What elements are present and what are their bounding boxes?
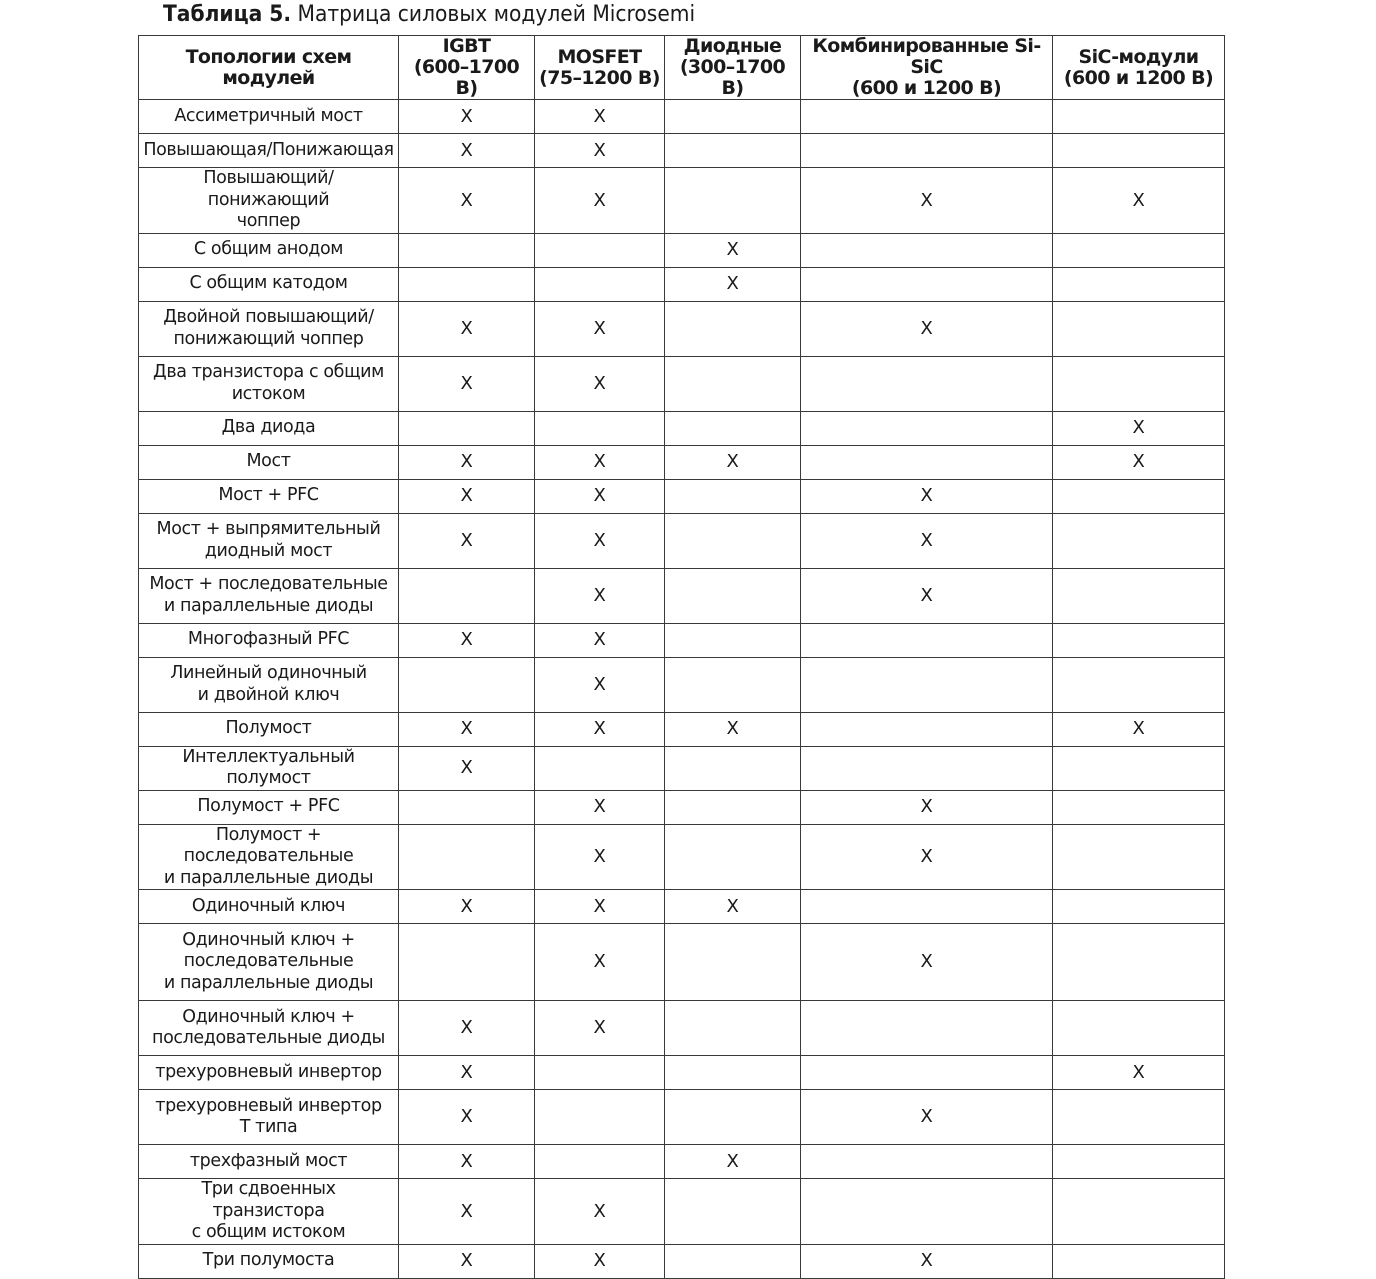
cell-sic: [1053, 479, 1225, 513]
table-row: [139, 479, 1225, 513]
cell-sic: [1053, 100, 1225, 134]
table-row: [139, 1179, 1225, 1245]
table-row: [139, 824, 1225, 890]
cell-diode: [665, 1056, 801, 1090]
cell-mosfet: X: [535, 168, 665, 234]
cell-mosfet: X: [535, 1244, 665, 1278]
cell-mosfet: X: [535, 134, 665, 168]
cell-si-sic: [801, 712, 1053, 746]
topology-cell: [139, 924, 399, 1001]
cell-diode: [665, 301, 801, 356]
column-header-igbt: IGBT (600–1700 В): [399, 36, 535, 100]
cell-sic: [1053, 1179, 1225, 1245]
topology-cell: [139, 712, 399, 746]
cell-si-sic: [801, 1179, 1053, 1245]
column-header-sic: SiC-модули (600 и 1200 В): [1053, 36, 1225, 100]
topology-cell: [139, 479, 399, 513]
cell-diode: [665, 623, 801, 657]
cell-igbt: [399, 568, 535, 623]
cell-sic: X: [1053, 445, 1225, 479]
table-row: [139, 790, 1225, 824]
table-row: [139, 445, 1225, 479]
cell-igbt: X: [399, 1244, 535, 1278]
cell-igbt: X: [399, 1145, 535, 1179]
topology-label: Два диода: [221, 417, 316, 438]
table-row: [139, 513, 1225, 568]
topology-label: Интеллектуальный полумост: [182, 746, 355, 788]
cell-si-sic: [801, 267, 1053, 301]
topology-cell: [139, 623, 399, 657]
cell-diode: [665, 657, 801, 712]
table-row: [139, 1244, 1225, 1278]
topology-cell: [139, 1090, 399, 1145]
topology-cell: [139, 301, 399, 356]
cell-sic: [1053, 1145, 1225, 1179]
topology-label: Линейный одиночный и двойной ключ: [170, 663, 367, 705]
table-row: [139, 168, 1225, 234]
table-row: [139, 623, 1225, 657]
table-row: [139, 1145, 1225, 1179]
cell-diode: X: [665, 267, 801, 301]
cell-si-sic: X: [801, 568, 1053, 623]
cell-mosfet: X: [535, 712, 665, 746]
cell-igbt: X: [399, 168, 535, 234]
cell-igbt: X: [399, 134, 535, 168]
cell-si-sic: X: [801, 824, 1053, 890]
topology-cell: [139, 790, 399, 824]
cell-si-sic: X: [801, 1090, 1053, 1145]
cell-diode: [665, 1244, 801, 1278]
cell-mosfet: [535, 746, 665, 790]
topology-cell: [139, 134, 399, 168]
cell-si-sic: [801, 1001, 1053, 1056]
table-row: [139, 100, 1225, 134]
cell-igbt: [399, 657, 535, 712]
table-row: [139, 657, 1225, 712]
topology-label: Полумост: [225, 718, 312, 739]
cell-sic: [1053, 356, 1225, 411]
topology-label: Одиночный ключ + последовательные и параллельные диоды: [163, 929, 374, 993]
cell-sic: X: [1053, 712, 1225, 746]
cell-si-sic: X: [801, 168, 1053, 234]
table-row: [139, 1056, 1225, 1090]
cell-sic: [1053, 568, 1225, 623]
cell-si-sic: [801, 890, 1053, 924]
topology-label: Полумост + PFC: [197, 796, 340, 817]
cell-si-sic: [801, 445, 1053, 479]
cell-mosfet: X: [535, 623, 665, 657]
cell-si-sic: [801, 100, 1053, 134]
cell-si-sic: [801, 1056, 1053, 1090]
cell-diode: X: [665, 1145, 801, 1179]
topology-label: Полумост + последовательные и параллельные диоды: [163, 824, 374, 888]
cell-sic: X: [1053, 411, 1225, 445]
table-row: [139, 568, 1225, 623]
topology-label: Мост + последовательные и параллельные диоды: [149, 574, 388, 616]
topology-cell: [139, 568, 399, 623]
topology-label: трехуровневый инвертор Т типа: [155, 1095, 382, 1137]
cell-sic: [1053, 623, 1225, 657]
topology-cell: [139, 233, 399, 267]
table-header-row: [139, 36, 1225, 100]
topology-label: Три полумоста: [202, 1250, 335, 1271]
topology-label: Мост: [246, 451, 291, 472]
cell-sic: [1053, 1001, 1225, 1056]
module-matrix-table: [138, 35, 1225, 1279]
topology-label: Многофазный PFC: [187, 629, 350, 650]
topology-cell: [139, 1001, 399, 1056]
cell-si-sic: X: [801, 479, 1053, 513]
topology-cell: [139, 356, 399, 411]
cell-mosfet: [535, 411, 665, 445]
table-row: [139, 411, 1225, 445]
table-row: [139, 301, 1225, 356]
cell-diode: [665, 479, 801, 513]
cell-sic: [1053, 1090, 1225, 1145]
cell-si-sic: [801, 623, 1053, 657]
cell-si-sic: [801, 746, 1053, 790]
topology-label: С общим катодом: [189, 273, 348, 294]
topology-cell: [139, 168, 399, 234]
cell-si-sic: [801, 411, 1053, 445]
table-caption: [163, 1, 695, 29]
cell-si-sic: [801, 657, 1053, 712]
cell-igbt: X: [399, 513, 535, 568]
cell-diode: [665, 568, 801, 623]
cell-diode: [665, 1090, 801, 1145]
topology-label: Одиночный ключ + последовательные диоды: [152, 1006, 385, 1048]
cell-diode: [665, 924, 801, 1001]
cell-mosfet: X: [535, 356, 665, 411]
table-row: [139, 712, 1225, 746]
cell-si-sic: X: [801, 790, 1053, 824]
cell-mosfet: X: [535, 824, 665, 890]
topology-cell: [139, 267, 399, 301]
cell-diode: X: [665, 712, 801, 746]
topology-cell: [139, 657, 399, 712]
caption-label: Таблица 5.: [163, 2, 292, 27]
cell-sic: [1053, 790, 1225, 824]
cell-diode: [665, 356, 801, 411]
table-body: [139, 100, 1225, 1279]
topology-cell: [139, 100, 399, 134]
topology-cell: [139, 1179, 399, 1245]
cell-sic: [1053, 513, 1225, 568]
cell-diode: [665, 746, 801, 790]
cell-mosfet: X: [535, 1001, 665, 1056]
cell-sic: [1053, 824, 1225, 890]
cell-sic: [1053, 134, 1225, 168]
topology-cell: [139, 445, 399, 479]
topology-cell: [139, 1244, 399, 1278]
cell-sic: [1053, 301, 1225, 356]
topology-label: Одиночный ключ: [191, 895, 346, 916]
topology-cell: [139, 746, 399, 790]
caption-text: Матрица силовых модулей Microsemi: [297, 2, 696, 27]
topology-cell: [139, 1056, 399, 1090]
cell-igbt: [399, 924, 535, 1001]
cell-diode: [665, 824, 801, 890]
cell-igbt: [399, 790, 535, 824]
cell-igbt: X: [399, 301, 535, 356]
cell-diode: [665, 411, 801, 445]
cell-mosfet: X: [535, 301, 665, 356]
column-header-mosfet: MOSFET (75–1200 В): [535, 36, 665, 100]
cell-igbt: [399, 411, 535, 445]
table-row: [139, 1001, 1225, 1056]
cell-mosfet: [535, 1090, 665, 1145]
cell-igbt: X: [399, 1056, 535, 1090]
cell-si-sic: [801, 356, 1053, 411]
cell-si-sic: X: [801, 513, 1053, 568]
topology-label: Ассиметричный мост: [174, 105, 363, 126]
cell-igbt: X: [399, 712, 535, 746]
cell-mosfet: X: [535, 924, 665, 1001]
cell-si-sic: [801, 134, 1053, 168]
cell-diode: [665, 513, 801, 568]
cell-si-sic: X: [801, 1244, 1053, 1278]
cell-mosfet: X: [535, 790, 665, 824]
cell-sic: [1053, 924, 1225, 1001]
cell-mosfet: X: [535, 479, 665, 513]
topology-cell: [139, 824, 399, 890]
cell-diode: [665, 1179, 801, 1245]
table-row: [139, 746, 1225, 790]
topology-label: С общим анодом: [193, 239, 344, 260]
topology-cell: [139, 1145, 399, 1179]
cell-diode: [665, 168, 801, 234]
cell-igbt: [399, 267, 535, 301]
table-row: [139, 233, 1225, 267]
cell-diode: X: [665, 445, 801, 479]
cell-igbt: X: [399, 746, 535, 790]
cell-mosfet: X: [535, 445, 665, 479]
table-row: [139, 267, 1225, 301]
cell-sic: [1053, 657, 1225, 712]
cell-sic: [1053, 746, 1225, 790]
topology-label: Три сдвоенных транзистора с общим истоком: [191, 1179, 346, 1242]
cell-igbt: X: [399, 445, 535, 479]
cell-igbt: X: [399, 623, 535, 657]
cell-diode: [665, 134, 801, 168]
topology-cell: [139, 411, 399, 445]
topology-label: Два транзистора с общим истоком: [153, 362, 384, 404]
cell-mosfet: X: [535, 1179, 665, 1245]
cell-sic: [1053, 1244, 1225, 1278]
topology-label: трехуровневый инвертор: [155, 1061, 382, 1082]
topology-label: Повышающий/ понижающий чоппер: [203, 168, 334, 231]
column-header-si-sic: Комбинированные Si-SiC (600 и 1200 В): [801, 36, 1053, 100]
cell-igbt: X: [399, 100, 535, 134]
cell-diode: X: [665, 233, 801, 267]
cell-igbt: X: [399, 1179, 535, 1245]
topology-label: Повышающая/Понижающая: [143, 139, 394, 160]
cell-sic: X: [1053, 1056, 1225, 1090]
cell-si-sic: X: [801, 301, 1053, 356]
cell-diode: [665, 790, 801, 824]
cell-mosfet: X: [535, 100, 665, 134]
table-row: [139, 356, 1225, 411]
cell-si-sic: [801, 1145, 1053, 1179]
cell-igbt: X: [399, 479, 535, 513]
cell-si-sic: X: [801, 924, 1053, 1001]
cell-si-sic: [801, 233, 1053, 267]
topology-cell: [139, 513, 399, 568]
cell-mosfet: [535, 267, 665, 301]
table-row: [139, 134, 1225, 168]
cell-mosfet: X: [535, 513, 665, 568]
cell-igbt: X: [399, 1001, 535, 1056]
cell-diode: [665, 100, 801, 134]
table-row: [139, 1090, 1225, 1145]
cell-igbt: X: [399, 890, 535, 924]
cell-sic: [1053, 233, 1225, 267]
cell-mosfet: X: [535, 568, 665, 623]
cell-diode: [665, 1001, 801, 1056]
cell-igbt: X: [399, 1090, 535, 1145]
topology-label: Мост + выпрямительный диодный мост: [156, 519, 381, 561]
cell-mosfet: X: [535, 657, 665, 712]
cell-mosfet: [535, 1145, 665, 1179]
cell-igbt: [399, 233, 535, 267]
table-row: [139, 890, 1225, 924]
cell-mosfet: [535, 1056, 665, 1090]
topology-cell: [139, 890, 399, 924]
column-header-diode: Диодные (300–1700 В): [665, 36, 801, 100]
cell-sic: X: [1053, 168, 1225, 234]
topology-label: Двойной повышающий/ понижающий чоппер: [163, 307, 374, 349]
topology-label: трехфазный мост: [189, 1150, 348, 1171]
column-header-topology: Топологии схем модулей: [139, 36, 399, 100]
cell-diode: X: [665, 890, 801, 924]
cell-igbt: [399, 824, 535, 890]
cell-igbt: X: [399, 356, 535, 411]
cell-mosfet: X: [535, 890, 665, 924]
cell-mosfet: [535, 233, 665, 267]
cell-sic: [1053, 267, 1225, 301]
table-row: [139, 924, 1225, 1001]
cell-sic: [1053, 890, 1225, 924]
topology-label: Мост + PFC: [218, 485, 319, 506]
